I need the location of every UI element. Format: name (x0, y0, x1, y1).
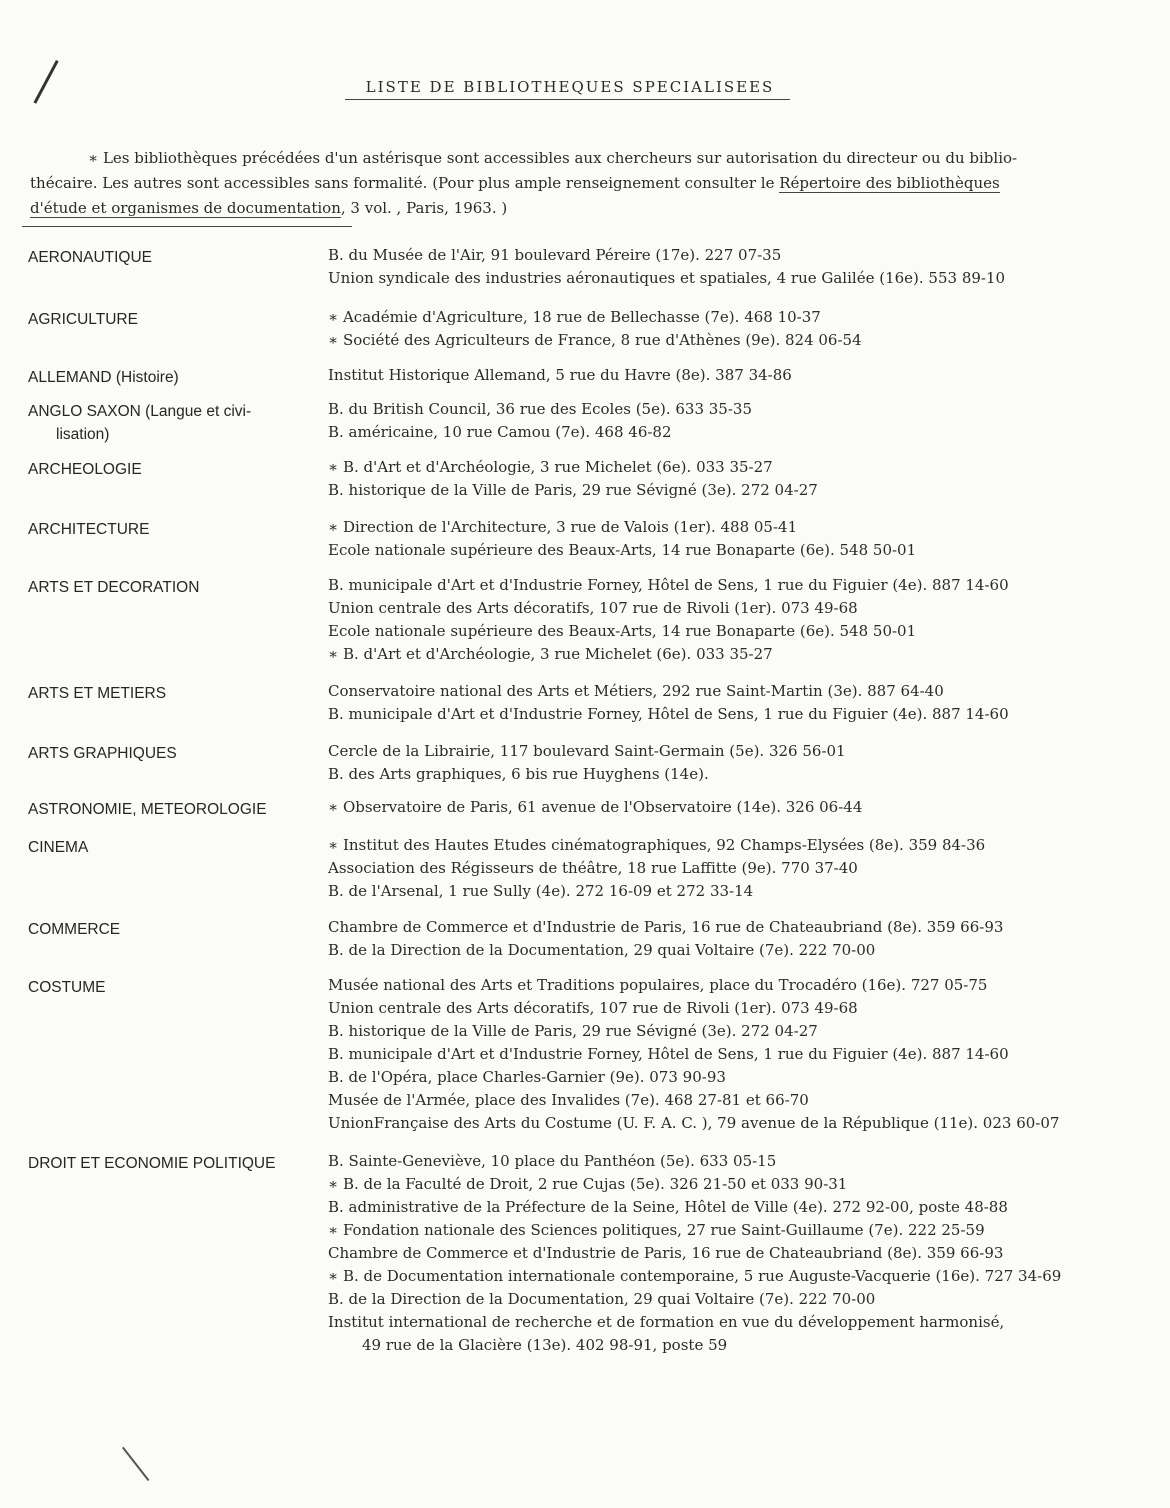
category-label: COSTUME (28, 979, 106, 996)
intro-line-3-text: , 3 vol. , Paris, 1963. ) (340, 199, 508, 217)
library-entry: ∗ Société des Agriculteurs de France, 8 rue d'Athènes (9e). 824 06-54 (328, 331, 862, 349)
library-entry: B. historique de la Ville de Paris, 29 rue Sévigné (3e). 272 04-27 (328, 1022, 818, 1040)
library-entry: B. américaine, 10 rue Camou (7e). 468 46-82 (328, 423, 672, 441)
library-entry: B. de la Direction de la Documentation, 29 quai Voltaire (7e). 222 70-00 (328, 941, 876, 959)
section-arts-graphiques (0, 740, 1170, 796)
category-label-line-1: ANGLO SAXON (Langue et civi- (28, 403, 252, 420)
library-entry-continuation: 49 rue de la Glacière (13e). 402 98-91, poste 59 (362, 1336, 728, 1354)
category-label: ARTS ET METIERS (28, 685, 167, 702)
library-entry: ∗ B. d'Art et d'Archéologie, 3 rue Michelet (6e). 033 35-27 (328, 458, 773, 476)
library-entry: B. de la Direction de la Documentation, 29 quai Voltaire (7e). 222 70-00 (328, 1290, 876, 1308)
library-entry: UnionFrançaise des Arts du Costume (U. F. A. C. ), 79 avenue de la République (11e). 023 60-07 (328, 1114, 1060, 1132)
page-title: LISTE DE BIBLIOTHEQUES SPECIALISEES (365, 78, 775, 96)
intro-line-1: ∗ Les bibliothèques précédées d'un astérisque sont accessibles aux chercheurs sur autorisation du directeur ou du biblio- (88, 149, 1018, 167)
title-underline (345, 99, 790, 100)
category-label: COMMERCE (28, 921, 121, 938)
library-entry: Ecole nationale supérieure des Beaux-Arts, 14 rue Bonaparte (6e). 548 50-01 (328, 541, 917, 559)
section-allemand (0, 364, 1170, 398)
intro-paragraph (30, 146, 1070, 221)
library-entry: B. Sainte-Geneviève, 10 place du Panthéon (5e). 633 05-15 (328, 1152, 777, 1170)
section-archeologie (0, 456, 1170, 516)
library-entry: Chambre de Commerce et d'Industrie de Paris, 16 rue de Chateaubriand (8e). 359 66-93 (328, 1244, 1004, 1262)
library-entry: ∗ Observatoire de Paris, 61 avenue de l'Observatoire (14e). 326 06-44 (328, 798, 863, 816)
library-entry: ∗ Fondation nationale des Sciences politiques, 27 rue Saint-Guillaume (7e). 222 25-59 (328, 1221, 985, 1239)
entries (328, 974, 1148, 1135)
library-entry: B. de l'Opéra, place Charles-Garnier (9e). 073 90-93 (328, 1068, 726, 1086)
category-label: ARCHEOLOGIE (28, 461, 142, 478)
entries (328, 364, 1148, 387)
category-label: ASTRONOMIE, METEOROLOGIE (28, 801, 267, 818)
library-entry: B. des Arts graphiques, 6 bis rue Huyghens (14e). (328, 765, 709, 783)
library-entry: Conservatoire national des Arts et Métiers, 292 rue Saint-Martin (3e). 887 64-40 (328, 682, 944, 700)
section-arts-et-metiers (0, 680, 1170, 740)
library-entry: Union syndicale des industries aéronautiques et spatiales, 4 rue Galilée (16e). 553 89-10 (328, 269, 1006, 287)
entries (328, 574, 1148, 666)
category-label: ALLEMAND (Histoire) (28, 369, 179, 386)
library-entry: ∗ B. d'Art et d'Archéologie, 3 rue Michelet (6e). 033 35-27 (328, 645, 773, 663)
category-label-line-2: lisation) (56, 426, 110, 443)
category-label: ARTS ET DECORATION (28, 579, 200, 596)
section-aeronautique (0, 244, 1170, 306)
entries (328, 456, 1148, 502)
section-costume (0, 974, 1170, 1150)
intro-line-2-text: thécaire. Les autres sont accessibles sans formalité. (Pour plus ample renseignement consulter le (30, 174, 780, 192)
category-label: ARCHITECTURE (28, 521, 150, 538)
category-label: DROIT ET ECONOMIE POLITIQUE (28, 1155, 276, 1172)
library-entry: Union centrale des Arts décoratifs, 107 rue de Rivoli (1er). 073 49-68 (328, 599, 858, 617)
entries (328, 398, 1148, 444)
section-astronomie (0, 796, 1170, 834)
category-label: AGRICULTURE (28, 311, 138, 328)
intro-line-2 (30, 171, 1070, 196)
entries (328, 306, 1148, 352)
entries (328, 796, 1148, 819)
library-entry: B. historique de la Ville de Paris, 29 rue Sévigné (3e). 272 04-27 (328, 481, 818, 499)
entries (328, 834, 1148, 903)
library-entry: Union centrale des Arts décoratifs, 107 rue de Rivoli (1er). 073 49-68 (328, 999, 858, 1017)
library-entry: Ecole nationale supérieure des Beaux-Arts, 14 rue Bonaparte (6e). 548 50-01 (328, 622, 917, 640)
category-label: AERONAUTIQUE (28, 249, 153, 266)
entries (328, 1150, 1148, 1357)
section-architecture (0, 516, 1170, 574)
library-entry: Musée national des Arts et Traditions populaires, place du Trocadéro (16e). 727 05-75 (328, 976, 988, 994)
entries (328, 740, 1148, 786)
library-entry: Association des Régisseurs de théâtre, 18 rue Laffitte (9e). 770 37-40 (328, 859, 858, 877)
section-anglo-saxon (0, 398, 1170, 456)
category-label: CINEMA (28, 839, 89, 856)
library-entry: ∗ Institut des Hautes Etudes cinématographiques, 92 Champs-Elysées (8e). 359 84-36 (328, 836, 986, 854)
library-entry: B. municipale d'Art et d'Industrie Forney, Hôtel de Sens, 1 rue du Figuier (4e). 887 14-60 (328, 576, 1009, 594)
library-entry: Institut international de recherche et de formation en vue du développement harmonisé, (328, 1313, 1005, 1331)
library-entry: B. du British Council, 36 rue des Ecoles (5e). 633 35-35 (328, 400, 752, 418)
library-entry: ∗ B. de la Faculté de Droit, 2 rue Cujas (5e). 326 21-50 et 033 90-31 (328, 1175, 848, 1193)
library-entry: B. du Musée de l'Air, 91 boulevard Péreire (17e). 227 07-35 (328, 246, 782, 264)
category-label: ARTS GRAPHIQUES (28, 745, 177, 762)
section-commerce (0, 916, 1170, 974)
handwritten-tick-mark (122, 1447, 149, 1481)
library-entry: B. de l'Arsenal, 1 rue Sully (4e). 272 16-09 et 272 33-14 (328, 882, 754, 900)
intro-line-3 (30, 196, 1070, 221)
library-entry: Institut Historique Allemand, 5 rue du Havre (8e). 387 34-86 (328, 366, 792, 384)
library-entry: B. municipale d'Art et d'Industrie Forney, Hôtel de Sens, 1 rue du Figuier (4e). 887 14-60 (328, 705, 1009, 723)
repertoire-title-part-2: d'étude et organismes de documentation (30, 199, 341, 217)
library-entry: Musée de l'Armée, place des Invalides (7e). 468 27-81 et 66-70 (328, 1091, 809, 1109)
library-entry: ∗ Académie d'Agriculture, 18 rue de Bellechasse (7e). 468 10-37 (328, 308, 821, 326)
library-list (0, 244, 1170, 1370)
library-entry: ∗ Direction de l'Architecture, 3 rue de Valois (1er). 488 05-41 (328, 518, 798, 536)
section-agriculture (0, 306, 1170, 364)
library-entry: Cercle de la Librairie, 117 boulevard Saint-Germain (5e). 326 56-01 (328, 742, 846, 760)
entries (328, 244, 1148, 290)
library-entry: ∗ B. de Documentation internationale contemporaine, 5 rue Auguste-Vacquerie (16e). 727 34-69 (328, 1267, 1062, 1285)
section-arts-et-decoration (0, 574, 1170, 680)
category-label (28, 398, 313, 446)
library-entry: Chambre de Commerce et d'Industrie de Paris, 16 rue de Chateaubriand (8e). 359 66-93 (328, 918, 1004, 936)
section-droit-et-economie-politique (0, 1150, 1170, 1370)
entries (328, 916, 1148, 962)
library-entry: B. municipale d'Art et d'Industrie Forney, Hôtel de Sens, 1 rue du Figuier (4e). 887 14-60 (328, 1045, 1009, 1063)
section-cinema (0, 834, 1170, 916)
library-entry: B. administrative de la Préfecture de la Seine, Hôtel de Ville (4e). 272 92-00, poste 48-88 (328, 1198, 1008, 1216)
repertoire-title-part-1: Répertoire des bibliothèques (779, 174, 1000, 192)
entries (328, 680, 1148, 726)
separator-rule (22, 226, 352, 227)
entries (328, 516, 1148, 562)
